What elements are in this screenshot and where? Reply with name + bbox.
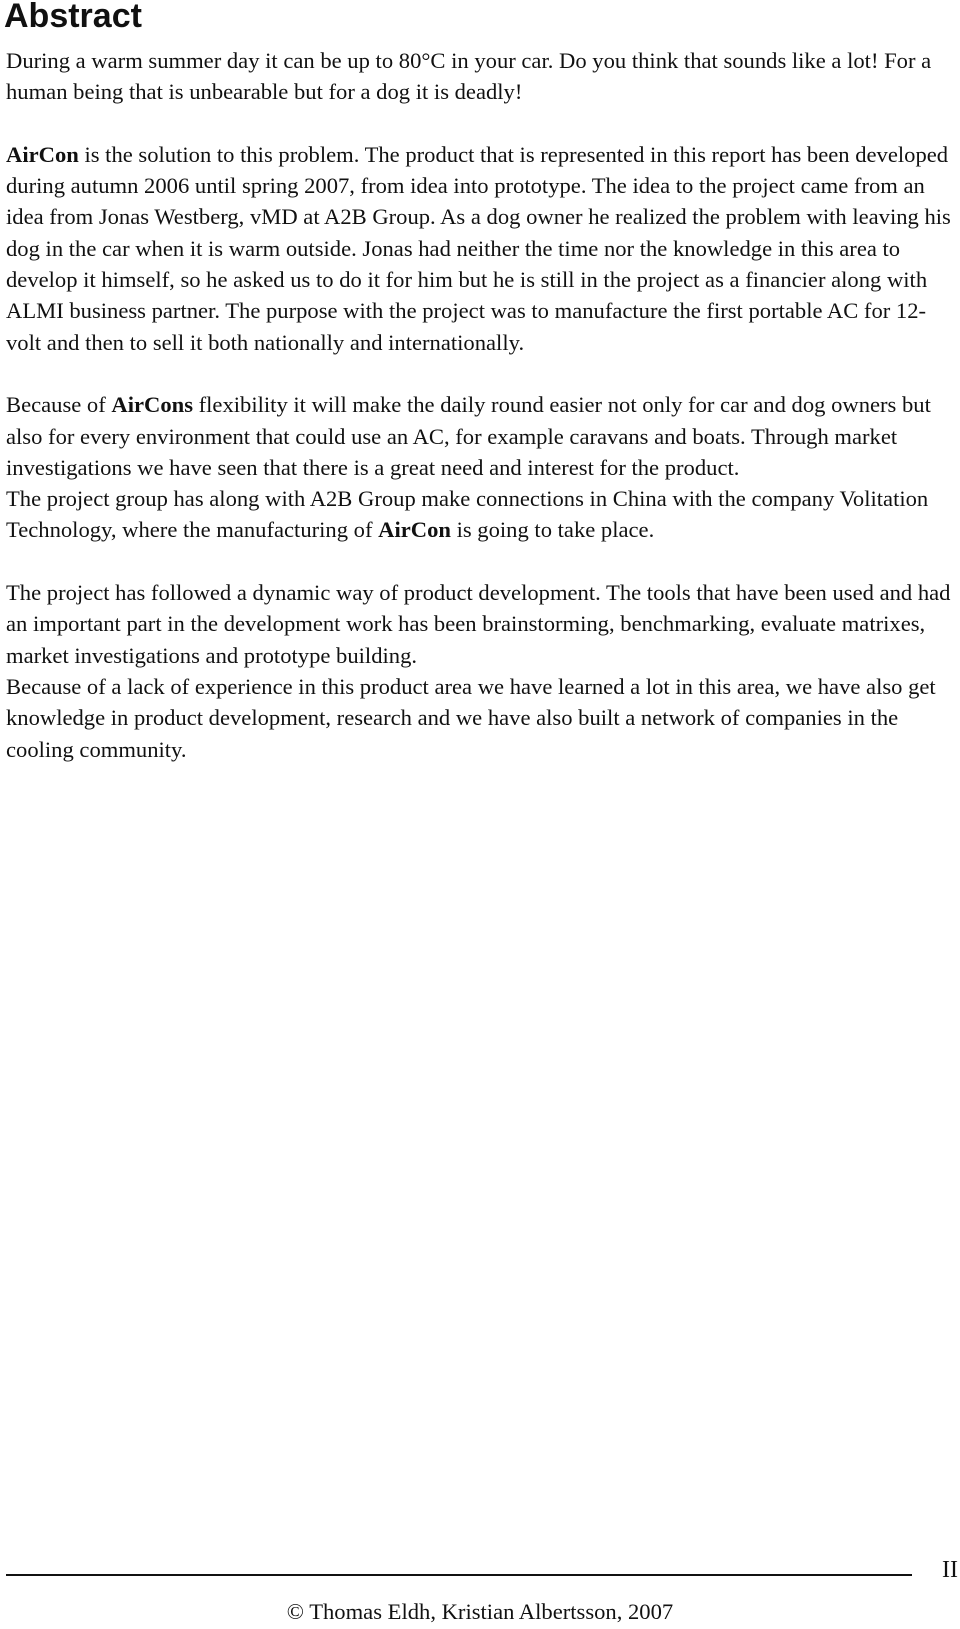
paragraph-background-text: is the solution to this problem. The product that is represented in this report has been developed during autumn 2006 until spring 2007, from idea into prototype. The idea to the project came from an idea from Jonas Westberg, vMD at A2B Group. As a dog owner he realized the problem with leaving his dog in the car when it is warm outside. Jonas had neither the time nor the knowledge in this area to develop it himself, so he asked us to do it for him but he is still in the project as a financier along with ALMI business partner. The purpose with the project was to manufacture the first portable AC for 12-volt and then to sell it both nationally and internationally. — [6, 141, 951, 355]
paragraph-flexibility — [6, 389, 954, 483]
paragraph-manufacturing-text: is going to take place. — [450, 517, 655, 543]
product-name: AirCons — [111, 392, 193, 418]
paragraph-manufacturing — [6, 483, 954, 546]
paragraph-method: The project has followed a dynamic way of product development. The tools that have been used and had an important part in the development work has been brainstorming, benchmarking, evaluate matrixes, market investigations and prototype building. — [6, 580, 951, 668]
abstract-body — [6, 45, 954, 796]
product-name: AirCon — [6, 141, 79, 167]
page-heading: Abstract — [4, 0, 142, 35]
paragraph-learning: Because of a lack of experience in this product area we have learned a lot in this area, we have also get knowledge in product development, research and we have also built a network of companies in the cooling community. — [6, 673, 936, 762]
page-number: II — [942, 1557, 958, 1583]
paragraph-manufacturing-lead: The project group has along with A2B Group make connections in China with the company Volitation Technology, where the manufacturing of — [6, 486, 929, 543]
product-name: AirCon — [378, 517, 451, 543]
paragraph-intro: During a warm summer day it can be up to 80°C in your car. Do you think that sounds like a lot! For a human being that is unbearable but for a dog it is deadly! — [6, 48, 932, 105]
copyright-notice: © Thomas Eldh, Kristian Albertsson, 2007 — [286, 1599, 674, 1624]
paragraph-flexibility-text: flexibility it will make the daily round easier not only for car and dog owners but also for every environment that could use an AC, for example caravans and boats. Through market investigations we have seen that there is a great need and interest for the product. — [6, 392, 931, 480]
paragraph-background — [6, 139, 954, 358]
paragraph-flexibility-lead: Because of — [6, 392, 112, 418]
footer-divider — [6, 1574, 912, 1576]
